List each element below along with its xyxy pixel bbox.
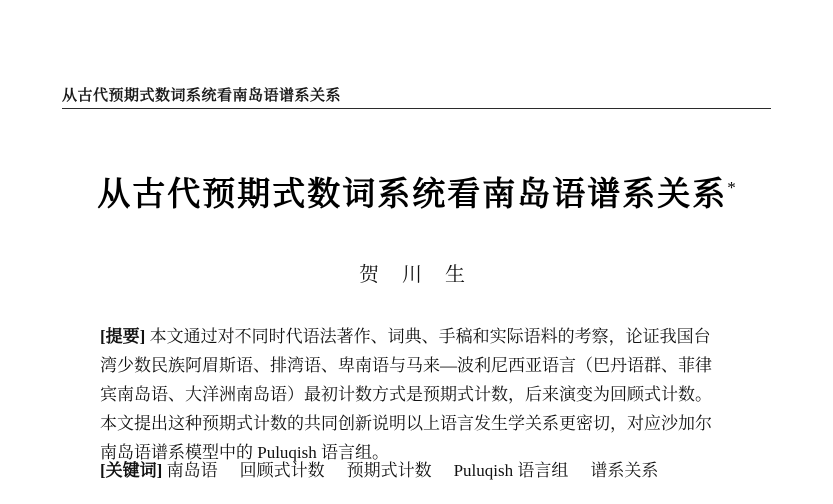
keyword-item: 预期式计数 <box>346 461 432 480</box>
abstract-block <box>100 322 734 467</box>
abstract-line: 湾少数民族阿眉斯语、排湾语、卑南语与马来—波利尼西亚语言（巴丹语群、菲律 <box>100 356 712 375</box>
abstract-text: 本文通过对不同时代语法著作、词典、手稿和实际语料的考察，论证我国台 <box>149 327 711 346</box>
page-title <box>0 168 833 215</box>
running-head: 从古代预期式数词系统看南岛语谱系关系 <box>62 88 342 104</box>
keywords-label: [关键词] <box>100 461 163 480</box>
abstract-line <box>100 322 734 351</box>
title-footnote-marker: * <box>727 178 736 197</box>
keyword-item: Puluqish 语言组 <box>453 461 569 480</box>
keyword-item: 谱系关系 <box>590 461 659 480</box>
header-divider <box>62 108 771 109</box>
abstract-line: 宾南岛语、大洋洲南岛语）最初计数方式是预期式计数，后来演变为回顾式计数。 <box>100 385 712 404</box>
keywords-line <box>100 456 800 485</box>
keyword-item: 回顾式计数 <box>239 461 325 480</box>
page-title-text: 从古代预期式数词系统看南岛语谱系关系 <box>97 177 728 213</box>
abstract-line: 南岛语谱系模型中的 Puluqish 语言组。 <box>100 443 390 462</box>
keyword-item: 南岛语 <box>166 461 218 480</box>
abstract-line: 本文提出这种预期式计数的共同创新说明以上语言发生学关系更密切，对应沙加尔 <box>100 414 712 433</box>
abstract-label: [提要] <box>100 327 146 346</box>
author-name: 贺 川 生 <box>359 264 474 286</box>
